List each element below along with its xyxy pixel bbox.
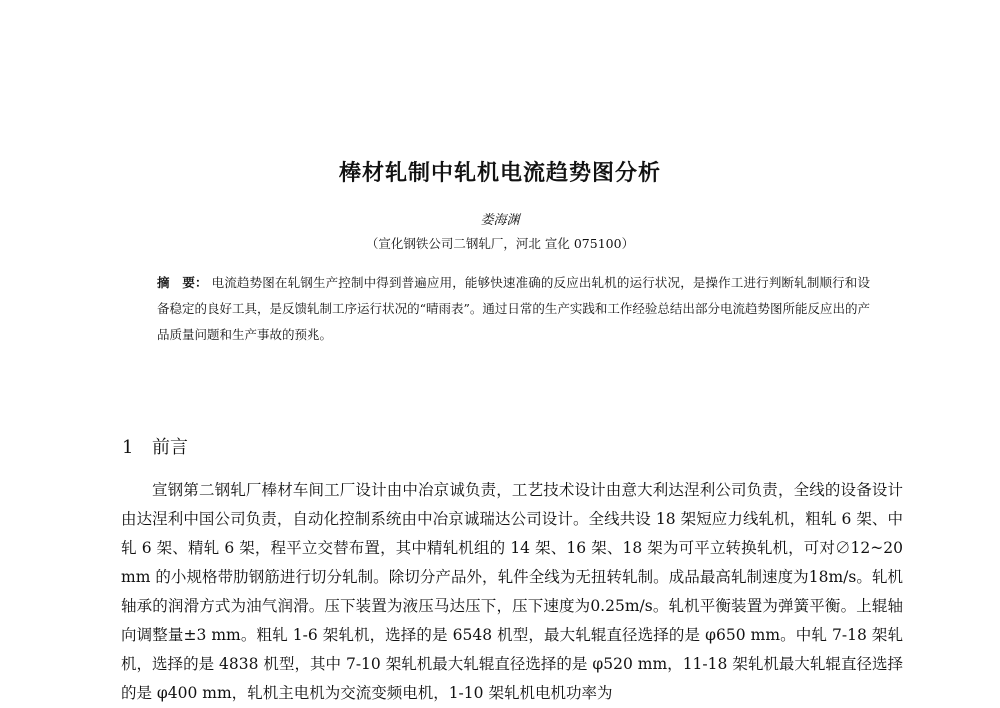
section-number: 1 (122, 437, 134, 458)
abstract (157, 270, 870, 348)
section-heading (122, 433, 188, 459)
paper-title: 棒材轧制中轧机电流趋势图分析 (338, 161, 661, 186)
abstract-text: 电流趋势图在轧钢生产控制中得到普遍应用，能够快速准确的反应出轧机的运行状况，是操作工进行判断轧制顺行和设备稳定的良好工具，是反馈轧制工序运行状况的“晴雨表”。通过日常的生产实践和工作经验总结出部分电流趋势图所能反应出的产品质量问题和生产事故的预兆。 (157, 275, 870, 342)
abstract-label: 摘 要： (157, 275, 208, 290)
body-paragraph: 宣钢第二钢轧厂棒材车间工厂设计由中冶京诚负责，工艺技术设计由意大利达涅利公司负责，全线的设备设计由达涅利中国公司负责，自动化控制系统由中冶京诚瑞达公司设计。全线共设 18 架短应力线轧机，粗轧 6 架、中轧 6 架、精轧 6 架，程平立交替布置，其中精轧机组的 14 架、16 架、18 架为可平立转换轧机，可对∅12~20 mm 的小规格带肋钢筋进行切分轧制。除切分产品外，轧件全线为无扭转轧制。成品最高轧制速度为18m/s。轧机轴承的润滑方式为油气润滑。压下装置为液压马达压下，压下速度为0.25m/s。轧机平衡装置为弹簧平衡。上辊轴向调整量±3 mm。粗轧 1-6 架轧机，选择的是 6548 机型，最大轧辊直径选择的是 φ650 mm。中轧 7-18 架轧机，选择的是 4838 机型，其中 7-10 架轧机最大轧辊直径选择的是 φ520 mm，11-18 架轧机最大轧辊直径选择的是 φ400 mm，轧机主电机为交流变频电机，1-10 架轧机电机功率为 (121, 481, 903, 702)
author-affiliation: （宣化钢铁公司二钢轧厂，河北 宣化 075100） (365, 236, 635, 251)
author-name: 娄海渊 (480, 213, 520, 228)
section-title: 前言 (152, 437, 188, 458)
